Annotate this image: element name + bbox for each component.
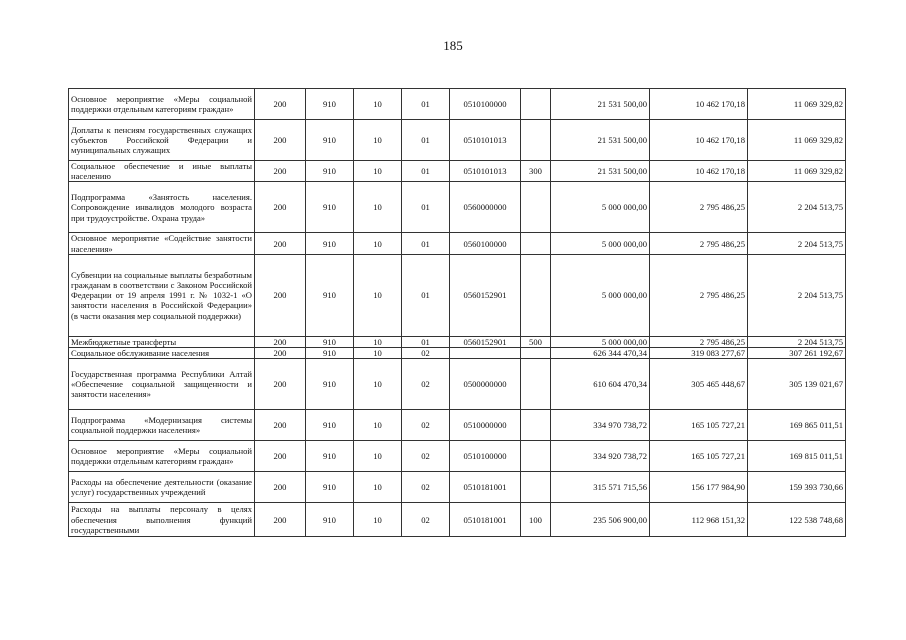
col-code-1: 200 bbox=[255, 472, 306, 503]
table-row bbox=[69, 441, 846, 472]
col-amount-2: 319 083 277,67 bbox=[650, 348, 748, 359]
col-amount-3: 122 538 748,68 bbox=[748, 503, 846, 537]
col-section: 10 bbox=[354, 89, 402, 120]
col-amount-3: 11 069 329,82 bbox=[748, 89, 846, 120]
table-row bbox=[69, 161, 846, 182]
col-code-2: 910 bbox=[306, 348, 354, 359]
col-amount-1: 5 000 000,00 bbox=[551, 233, 650, 254]
table-row bbox=[69, 182, 846, 233]
budget-table bbox=[68, 88, 846, 537]
col-expense-type bbox=[521, 441, 551, 472]
col-target-code: 0560152901 bbox=[450, 336, 521, 347]
col-amount-3: 2 204 513,75 bbox=[748, 182, 846, 233]
table-row bbox=[69, 503, 846, 537]
row-name: Основное мероприятие «Содействие занятости населения» bbox=[69, 233, 255, 254]
row-name: Доплаты к пенсиям государственных служащих субъектов Российской Федерации и муниципальных служащих bbox=[69, 120, 255, 161]
col-target-code: 0510100000 bbox=[450, 441, 521, 472]
col-code-2: 910 bbox=[306, 359, 354, 410]
col-amount-2: 2 795 486,25 bbox=[650, 233, 748, 254]
col-amount-2: 305 465 448,67 bbox=[650, 359, 748, 410]
col-code-1: 200 bbox=[255, 254, 306, 336]
table-row bbox=[69, 89, 846, 120]
col-amount-1: 5 000 000,00 bbox=[551, 336, 650, 347]
col-subsection: 02 bbox=[402, 472, 450, 503]
col-code-1: 200 bbox=[255, 233, 306, 254]
col-subsection: 02 bbox=[402, 503, 450, 537]
col-subsection: 01 bbox=[402, 120, 450, 161]
col-amount-2: 2 795 486,25 bbox=[650, 182, 748, 233]
col-expense-type bbox=[521, 233, 551, 254]
col-amount-1: 315 571 715,56 bbox=[551, 472, 650, 503]
col-target-code bbox=[450, 348, 521, 359]
col-expense-type bbox=[521, 120, 551, 161]
col-amount-3: 169 865 011,51 bbox=[748, 410, 846, 441]
row-name: Основное мероприятие «Меры социальной поддержки отдельным категориям граждан» bbox=[69, 89, 255, 120]
col-subsection: 01 bbox=[402, 182, 450, 233]
col-expense-type: 100 bbox=[521, 503, 551, 537]
col-expense-type bbox=[521, 89, 551, 120]
col-section: 10 bbox=[354, 410, 402, 441]
col-section: 10 bbox=[354, 441, 402, 472]
col-expense-type: 300 bbox=[521, 161, 551, 182]
col-amount-1: 21 531 500,00 bbox=[551, 89, 650, 120]
col-expense-type: 500 bbox=[521, 336, 551, 347]
col-amount-3: 11 069 329,82 bbox=[748, 161, 846, 182]
table-row bbox=[69, 254, 846, 336]
table-row bbox=[69, 359, 846, 410]
col-code-1: 200 bbox=[255, 348, 306, 359]
col-amount-1: 334 970 738,72 bbox=[551, 410, 650, 441]
col-subsection: 01 bbox=[402, 254, 450, 336]
row-name: Расходы на выплаты персоналу в целях обеспечения выполнения функций государственными bbox=[69, 503, 255, 537]
col-target-code: 0510100000 bbox=[450, 89, 521, 120]
col-amount-1: 235 506 900,00 bbox=[551, 503, 650, 537]
col-code-1: 200 bbox=[255, 503, 306, 537]
col-code-2: 910 bbox=[306, 336, 354, 347]
col-section: 10 bbox=[354, 359, 402, 410]
col-target-code: 0510101013 bbox=[450, 120, 521, 161]
col-amount-1: 5 000 000,00 bbox=[551, 254, 650, 336]
col-target-code: 0500000000 bbox=[450, 359, 521, 410]
row-name: Государственная программа Республики Алтай «Обеспечение социальной защищенности и занятости населения» bbox=[69, 359, 255, 410]
col-expense-type bbox=[521, 472, 551, 503]
row-name: Подпрограмма «Модернизация системы социальной поддержки населения» bbox=[69, 410, 255, 441]
row-name: Субвенции на социальные выплаты безработным гражданам в соответствии с Законом Российской Федерации от 19 апреля 1991 г. № 1032-1 «О занятости населения в Российской Федерации» (в части оказания мер социальной поддержки) bbox=[69, 254, 255, 336]
col-amount-3: 169 815 011,51 bbox=[748, 441, 846, 472]
col-section: 10 bbox=[354, 161, 402, 182]
col-target-code: 0560000000 bbox=[450, 182, 521, 233]
col-amount-1: 626 344 470,34 bbox=[551, 348, 650, 359]
col-amount-3: 2 204 513,75 bbox=[748, 233, 846, 254]
col-code-2: 910 bbox=[306, 410, 354, 441]
col-target-code: 0510181001 bbox=[450, 503, 521, 537]
col-section: 10 bbox=[354, 254, 402, 336]
col-expense-type bbox=[521, 348, 551, 359]
col-section: 10 bbox=[354, 503, 402, 537]
col-amount-3: 11 069 329,82 bbox=[748, 120, 846, 161]
col-section: 10 bbox=[354, 472, 402, 503]
col-subsection: 01 bbox=[402, 336, 450, 347]
table-row bbox=[69, 410, 846, 441]
col-amount-2: 10 462 170,18 bbox=[650, 161, 748, 182]
col-code-2: 910 bbox=[306, 441, 354, 472]
col-amount-1: 610 604 470,34 bbox=[551, 359, 650, 410]
col-amount-3: 2 204 513,75 bbox=[748, 336, 846, 347]
col-target-code: 0560100000 bbox=[450, 233, 521, 254]
col-subsection: 01 bbox=[402, 233, 450, 254]
col-section: 10 bbox=[354, 233, 402, 254]
col-subsection: 02 bbox=[402, 359, 450, 410]
col-amount-1: 334 920 738,72 bbox=[551, 441, 650, 472]
col-code-1: 200 bbox=[255, 89, 306, 120]
col-expense-type bbox=[521, 410, 551, 441]
col-code-2: 910 bbox=[306, 120, 354, 161]
col-amount-3: 2 204 513,75 bbox=[748, 254, 846, 336]
row-name: Подпрограмма «Занятость населения. Сопровождение инвалидов молодого возраста при трудоустройстве. Охрана труда» bbox=[69, 182, 255, 233]
table-row bbox=[69, 233, 846, 254]
col-section: 10 bbox=[354, 348, 402, 359]
col-amount-3: 307 261 192,67 bbox=[748, 348, 846, 359]
col-subsection: 01 bbox=[402, 161, 450, 182]
row-name: Основное мероприятие «Меры социальной поддержки отдельным категориям граждан» bbox=[69, 441, 255, 472]
col-amount-1: 5 000 000,00 bbox=[551, 182, 650, 233]
col-amount-3: 159 393 730,66 bbox=[748, 472, 846, 503]
col-target-code: 0560152901 bbox=[450, 254, 521, 336]
col-amount-2: 2 795 486,25 bbox=[650, 336, 748, 347]
col-section: 10 bbox=[354, 336, 402, 347]
col-code-1: 200 bbox=[255, 410, 306, 441]
col-code-2: 910 bbox=[306, 161, 354, 182]
page-number: 185 bbox=[443, 38, 463, 53]
col-target-code: 0510000000 bbox=[450, 410, 521, 441]
col-section: 10 bbox=[354, 120, 402, 161]
col-amount-1: 21 531 500,00 bbox=[551, 161, 650, 182]
col-code-2: 910 bbox=[306, 182, 354, 233]
row-name: Социальное обслуживание населения bbox=[69, 348, 255, 359]
col-subsection: 02 bbox=[402, 441, 450, 472]
col-expense-type bbox=[521, 254, 551, 336]
col-code-2: 910 bbox=[306, 472, 354, 503]
col-code-2: 910 bbox=[306, 503, 354, 537]
col-code-2: 910 bbox=[306, 89, 354, 120]
col-code-1: 200 bbox=[255, 336, 306, 347]
col-code-1: 200 bbox=[255, 441, 306, 472]
table-row bbox=[69, 472, 846, 503]
col-amount-2: 112 968 151,32 bbox=[650, 503, 748, 537]
row-name: Межбюджетные трансферты bbox=[69, 336, 255, 347]
col-section: 10 bbox=[354, 182, 402, 233]
col-code-1: 200 bbox=[255, 182, 306, 233]
col-amount-2: 10 462 170,18 bbox=[650, 89, 748, 120]
col-code-2: 910 bbox=[306, 233, 354, 254]
col-code-1: 200 bbox=[255, 359, 306, 410]
col-amount-1: 21 531 500,00 bbox=[551, 120, 650, 161]
col-target-code: 0510181001 bbox=[450, 472, 521, 503]
col-subsection: 02 bbox=[402, 410, 450, 441]
row-name: Социальное обеспечение и иные выплаты населению bbox=[69, 161, 255, 182]
table-row bbox=[69, 120, 846, 161]
col-amount-2: 2 795 486,25 bbox=[650, 254, 748, 336]
col-amount-2: 10 462 170,18 bbox=[650, 120, 748, 161]
col-code-1: 200 bbox=[255, 120, 306, 161]
col-amount-2: 165 105 727,21 bbox=[650, 410, 748, 441]
table-row bbox=[69, 348, 846, 359]
col-code-1: 200 bbox=[255, 161, 306, 182]
col-amount-3: 305 139 021,67 bbox=[748, 359, 846, 410]
col-subsection: 02 bbox=[402, 348, 450, 359]
col-code-2: 910 bbox=[306, 254, 354, 336]
col-target-code: 0510101013 bbox=[450, 161, 521, 182]
col-amount-2: 156 177 984,90 bbox=[650, 472, 748, 503]
row-name: Расходы на обеспечение деятельности (оказание услуг) государственных учреждений bbox=[69, 472, 255, 503]
col-amount-2: 165 105 727,21 bbox=[650, 441, 748, 472]
col-expense-type bbox=[521, 359, 551, 410]
col-expense-type bbox=[521, 182, 551, 233]
table-row bbox=[69, 336, 846, 347]
col-subsection: 01 bbox=[402, 89, 450, 120]
